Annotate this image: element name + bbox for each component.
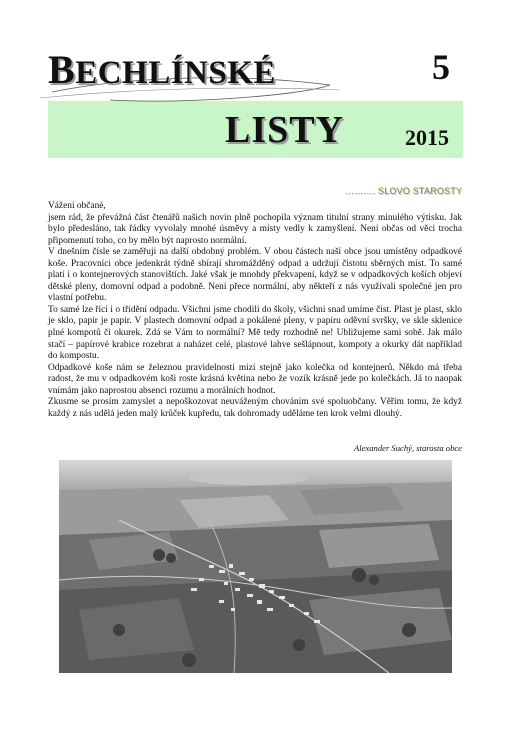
issue-year: 2015: [405, 125, 449, 150]
newspaper-title-top: BECHLÍNSKÉ: [48, 47, 276, 92]
masthead: [0, 0, 510, 170]
newspaper-title-bottom: LISTY: [225, 109, 345, 151]
article-signature: Alexander Suchý, starosta obce: [353, 443, 462, 453]
issue-number: 5: [432, 47, 450, 87]
article-paragraph: To samé lze říci i o třídění odpadu. Všichni jsme chodili do školy, všichni snad umíme číst. Plast je plast, sklo je sklo, papír je papír. V plastech domovní odpad a pokálené pleny, v papíru oděvní svršky, ve skle sklenice plné kompotů či okurek. Zdá se Vám to normální? Mě tedy rozhodně ne! Ubližujeme sami sobě. Jak málo stačí – papírové krabice rozebrat a naházet celé, plastové lahve sešlápnout, kompoty a okurky dát například do kompostu.: [48, 304, 462, 362]
article-paragraph: jsem rád, že převážná část čtenářů našich novin plně pochopila význam titulní strany minulého výtisku. Jak bylo předesláno, tak řádky vyvolaly mnohé úsměvy a místy vedly k zamyšlení. Není občas od věci trocha připomenutí toho, co by mělo být naprosto normální.: [48, 212, 462, 246]
article-paragraph: Zkusme se prosím zamyslet a nepoškozovat neuváženým chováním své spoluobčany. Věřím tomu, že když každý z nás udělá jeden malý krůček kupředu, tak dohromady uděláme ten krok velmi dlouhý.: [48, 397, 462, 419]
article-paragraph: Odpadkové koše nám se železnou pravidelností mizí stejně jako kolečka od kontejnerů. Někdo má třeba radost, že mu v odpadkovém koši roste krásná květina nebo že vozík krásně jede po kolečkách. Já to naopak vnímám jako naprostou absenci rozumu a morálních hodnot.: [48, 362, 462, 396]
article-greeting: Vážení občané,: [48, 201, 106, 211]
aerial-photo: [59, 460, 452, 673]
article-paragraph: V dnešním čísle se zaměřuji na další obdobný problém. V obou částech naší obce jsou umístěny odpadkové koše. Pracovníci obce jedenkrát týdně sbírají shromážděný odpad a udržují čistotu sběrných míst. To samé platí i o kontejnerových stanovištích. Jaké však je mnohdy překvapení, když se v odpadkových koších objeví dětské pleny, domovní odpad a podobně. Není přece normální, aby někteří z nás využívali společné jen pro vlastní potřebu.: [48, 247, 462, 304]
aerial-photo-image: [59, 460, 452, 673]
section-heading: ………. SLOVO STAROSTY: [345, 186, 463, 196]
mayor-article: [48, 201, 462, 420]
